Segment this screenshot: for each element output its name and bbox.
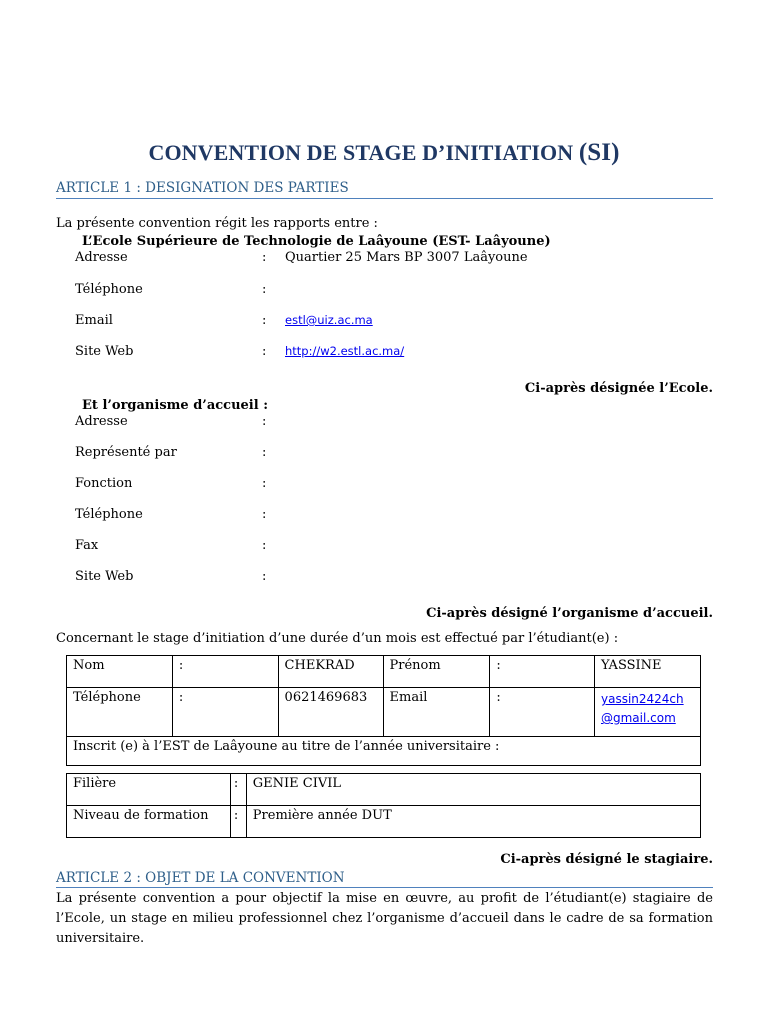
table-row [67, 774, 701, 806]
inscrit-text: Inscrit (e) à l’EST de Laâyoune au titre de l’année universitaire : [67, 737, 701, 766]
colon: : [262, 282, 267, 297]
telephone-value: 0621469683 [278, 688, 383, 737]
colon: : [262, 476, 267, 491]
school-designation: Ci-après désignée l’Ecole. [524, 381, 713, 396]
title-si: (SI) [578, 139, 620, 166]
school-website-link[interactable]: http://w2.estl.ac.ma/ [285, 344, 405, 358]
host-represented-label: Représenté par [75, 445, 177, 460]
colon: : [262, 313, 267, 328]
article-1-rule [56, 198, 713, 199]
colon: : [230, 806, 246, 838]
host-phone-label: Téléphone [75, 507, 143, 522]
student-intro: Concernant le stage d’initiation d’une durée d’un mois est effectué par l’étudiant(e) : [56, 631, 619, 646]
school-phone-label: Téléphone [75, 282, 143, 297]
host-fax-label: Fax [75, 538, 99, 553]
host-function-label: Fonction [75, 476, 133, 491]
article-1-heading: ARTICLE 1 : DESIGNATION DES PARTIES [56, 180, 349, 196]
article-2-heading: ARTICLE 2 : OBJET DE LA CONVENTION [56, 870, 345, 886]
colon: : [490, 688, 595, 737]
school-name: L’Ecole Supérieure de Technologie de Laâyoune (EST- Laâyoune) [82, 234, 551, 249]
school-email-link[interactable]: estl@uiz.ac.ma [285, 313, 373, 327]
table-row [67, 806, 701, 838]
school-website-label: Site Web [75, 344, 134, 359]
school-address-label: Adresse [75, 250, 128, 265]
intro-text: La présente convention régit les rapports entre : [56, 216, 378, 231]
title-main: CONVENTION DE STAGE D’INITIATION [148, 140, 579, 165]
colon: : [262, 538, 267, 553]
prenom-label: Prénom [383, 656, 490, 688]
host-address-label: Adresse [75, 414, 128, 429]
school-email-label: Email [75, 313, 113, 328]
colon: : [262, 569, 267, 584]
filiere-value: GENIE CIVIL [246, 774, 700, 806]
filiere-label: Filière [67, 774, 231, 806]
niveau-value: Première année DUT [246, 806, 700, 838]
colon: : [490, 656, 595, 688]
email-label: Email [383, 688, 490, 737]
student-info-table [66, 655, 701, 766]
email-link-line2[interactable]: @gmail.com [600, 711, 676, 725]
nom-label: Nom [67, 656, 173, 688]
telephone-label: Téléphone [67, 688, 173, 737]
colon: : [172, 688, 278, 737]
host-designation: Ci-après désigné l’organisme d’accueil. [426, 606, 713, 621]
colon: : [262, 507, 267, 522]
colon: : [230, 774, 246, 806]
host-website-label: Site Web [75, 569, 134, 584]
article-2-text: La présente convention a pour objectif la mise en œuvre, au profit de l’étudiant(e) stagiaire de l’Ecole, un stage en milieu professionnel chez l’organisme d’accueil dans le cadre de sa formation universitaire. [56, 891, 713, 946]
table-row [67, 656, 701, 688]
table-row [67, 737, 701, 766]
colon: : [172, 656, 278, 688]
colon: : [262, 250, 267, 265]
student-designation: Ci-après désigné le stagiaire. [500, 852, 713, 867]
prenom-value: YASSINE [594, 656, 700, 688]
email-value[interactable] [594, 688, 700, 737]
host-heading: Et l’organisme d’accueil : [82, 398, 268, 413]
colon: : [262, 414, 267, 429]
colon: : [262, 344, 267, 359]
table-row [67, 688, 701, 737]
colon: : [262, 445, 267, 460]
niveau-label: Niveau de formation [67, 806, 231, 838]
nom-value: CHEKRAD [278, 656, 383, 688]
email-link-line1[interactable]: yassin2424ch [600, 692, 684, 706]
article-2-rule [56, 887, 713, 888]
document-title [0, 139, 768, 167]
formation-table [66, 773, 701, 838]
school-address-value: Quartier 25 Mars BP 3007 Laâyoune [285, 250, 528, 265]
